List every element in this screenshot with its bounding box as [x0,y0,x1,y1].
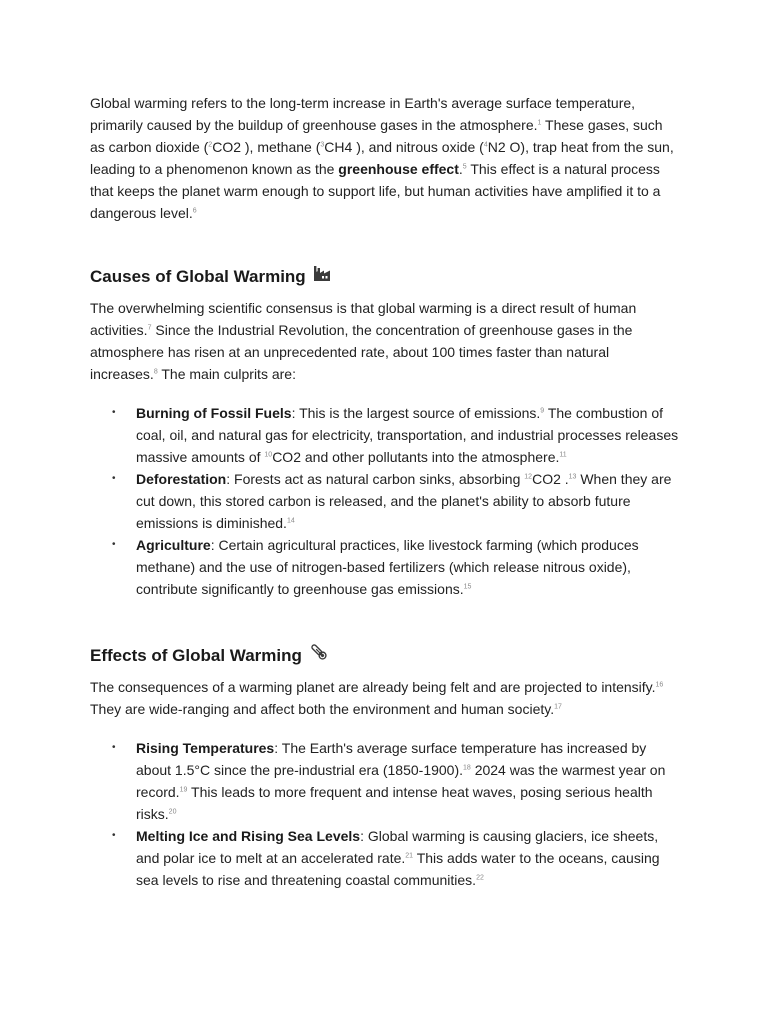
causes-heading-block [90,264,680,289]
intro-text: This effect is a natural process that keeps the planet warm enough to support life, but human activities have amplified it to a dangerous level. [90,161,661,221]
list-item-term: Deforestation [136,471,227,487]
intro-text: Global warming refers to the long-term increase in Earth's average surface temperature, primarily caused by the buildup of greenhouse gases in the atmosphere. [90,95,636,133]
co2-formula: CO2 [212,139,245,155]
causes-list-block [90,402,680,600]
footnote-ref[interactable]: 10 [264,451,273,459]
effects-text: The consequences of a warming planet are already being felt and are projected to intensify. [90,679,656,695]
intro-paragraph [90,92,680,224]
list-item-text: : This is the largest source of emissions. [291,405,541,421]
list-item-text: This adds water to the oceans, causing sea levels to rise and threatening coastal communities. [136,850,660,888]
intro-text: . [458,161,463,177]
footnote-ref[interactable]: 7 [147,324,152,332]
effects-paragraph [90,676,680,720]
effects-intro [90,676,680,720]
footnote-ref[interactable]: 4 [483,141,488,149]
bullet: • [112,742,116,753]
footnote-ref[interactable]: 16 [655,681,664,689]
footnote-ref[interactable]: 14 [286,517,295,525]
causes-heading-text: Causes of Global Warming [90,266,306,286]
greenhouse-effect-term: greenhouse effect [338,161,459,177]
effects-list-block [90,737,680,891]
footnote-ref[interactable]: 11 [559,451,567,459]
footnote-ref[interactable]: 19 [179,786,188,794]
list-item [90,534,680,600]
list-item-text: : Certain agricultural practices, like livestock farming (which produces methane) and the use of nitrogen-based fertilizers (which release nitrous oxide), contribute significantly to greenhouse gas emissions. [136,537,639,597]
effects-heading-block [90,642,680,669]
list-item-text: and other pollutants into the atmosphere. [304,449,560,465]
ch4-formula: CH4 [324,139,357,155]
list-item-text: The combustion of coal, oil, and natural gas for electricity, transportation, and industrial processes releases massive amounts of [136,405,679,465]
footnote-ref[interactable]: 13 [568,473,577,481]
list-item-term: Agriculture [136,537,211,553]
footnote-ref[interactable]: 1 [537,119,542,127]
co2-formula: CO2 [272,449,305,465]
causes-paragraph [90,297,680,385]
footnote-ref[interactable]: 2 [208,141,213,149]
list-item-text: 2024 was the warmest year on record. [136,762,666,800]
list-item [90,402,680,468]
causes-heading [90,264,680,289]
factory-icon [313,264,331,289]
footnote-ref[interactable]: 12 [524,473,533,481]
footnote-ref[interactable]: 21 [405,852,414,860]
effects-list [90,737,680,891]
bullet: • [112,830,116,841]
list-item-term: Rising Temperatures [136,740,275,756]
intro-text: ), trap heat from the sun, leading to a phenomenon known as the [90,139,674,177]
causes-text: Since the Industrial Revolution, the concentration of greenhouse gases in the atmosphere has risen at an unprecedented rate, about 100 times faster than natural increases. [90,322,633,382]
effects-text: They are wide-ranging and affect both the environment and human society. [90,701,555,717]
causes-text: The overwhelming scientific consensus is that global warming is a direct result of human activities. [90,300,637,338]
footnote-ref[interactable]: 20 [168,808,177,816]
co2-formula: CO2 . [532,471,569,487]
effects-heading [90,642,680,669]
footnote-ref[interactable]: 3 [320,141,325,149]
footnote-ref[interactable]: 22 [476,874,484,882]
footnote-ref[interactable]: 15 [463,583,472,591]
intro-section [90,92,680,224]
list-item-term: Burning of Fossil Fuels [136,405,292,421]
footnote-ref[interactable]: 8 [153,368,158,376]
list-item-text: This leads to more frequent and intense heat waves, posing serious health risks. [136,784,653,822]
list-item-text: : Forests act as natural carbon sinks, absorbing [226,471,525,487]
causes-intro [90,297,680,385]
footnote-ref[interactable]: 5 [462,163,467,171]
footnote-ref[interactable]: 9 [540,407,545,415]
footnote-ref[interactable]: 6 [192,207,197,215]
list-item [90,468,680,534]
intro-text: ), methane ( [244,139,321,155]
list-item [90,825,680,891]
thermometer-icon [309,642,329,669]
effects-heading-text: Effects of Global Warming [90,645,302,665]
footnote-ref[interactable]: 17 [554,703,562,711]
n2o-formula: N2 O [487,139,521,155]
list-item-text: When they are cut down, this stored carbon is released, and the planet's ability to absorb future emissions is diminished. [136,471,672,531]
bullet: • [112,407,116,418]
bullet: • [112,539,116,550]
list-item-text: : Global warming is causing glaciers, ice sheets, and polar ice to melt at an accelerated rate. [136,828,659,866]
intro-text: ), and nitrous oxide ( [356,139,484,155]
causes-text: The main culprits are: [157,366,296,382]
intro-text: These gases, such as carbon dioxide ( [90,117,663,155]
bullet: • [112,473,116,484]
list-item [90,737,680,825]
list-item-text: : The Earth's average surface temperature has increased by about 1.5°C since the pre-industrial era (1850-1900). [136,740,647,778]
footnote-ref[interactable]: 18 [463,764,471,772]
causes-list [90,402,680,600]
list-item-term: Melting Ice and Rising Sea Levels [136,828,361,844]
